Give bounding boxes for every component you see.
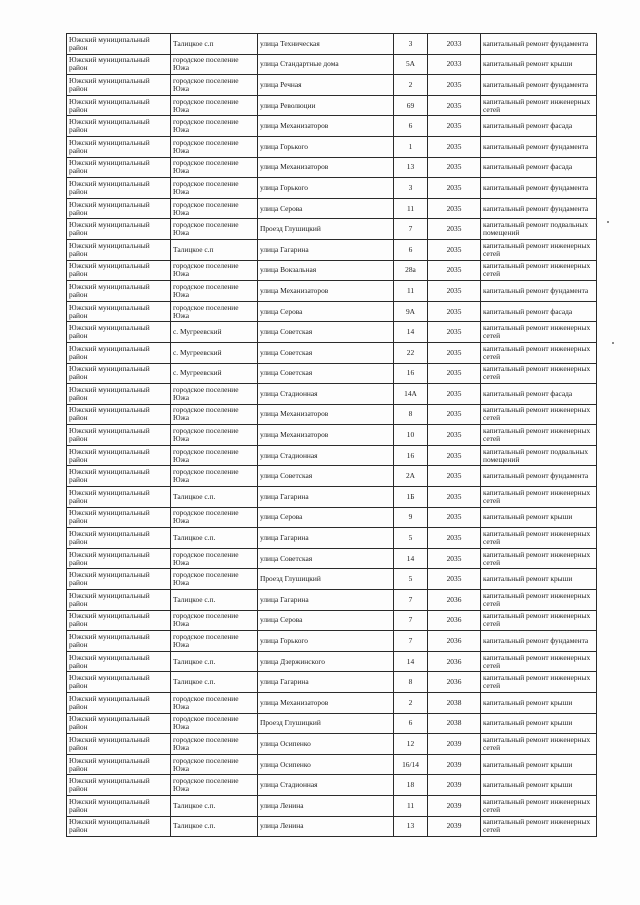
house-number-cell: 6: [394, 116, 428, 137]
work-type-cell: капитальный ремонт фундамента: [481, 198, 597, 219]
street-cell: улица Советская: [258, 322, 394, 343]
table-row: [67, 487, 597, 508]
year-cell: 2035: [428, 281, 481, 302]
street-cell: улица Гагарина: [258, 487, 394, 508]
street-cell: улица Осипенко: [258, 734, 394, 755]
work-type-cell: капитальный ремонт инженерных сетей: [481, 95, 597, 116]
scan-speck: [612, 342, 614, 344]
table-row: [67, 507, 597, 528]
work-type-cell: капитальный ремонт фундамента: [481, 178, 597, 199]
work-type-cell: капитальный ремонт фундамента: [481, 466, 597, 487]
house-number-cell: 5: [394, 569, 428, 590]
work-type-cell: капитальный ремонт фасада: [481, 157, 597, 178]
district-cell: Южский муниципальный район: [67, 54, 171, 75]
table-row: [67, 445, 597, 466]
street-cell: улица Гагарина: [258, 528, 394, 549]
settlement-cell: Талицкое с.п.: [171, 651, 258, 672]
house-number-cell: 6: [394, 713, 428, 734]
year-cell: 2035: [428, 322, 481, 343]
district-cell: Южский муниципальный район: [67, 384, 171, 405]
work-type-cell: капитальный ремонт инженерных сетей: [481, 590, 597, 611]
year-cell: 2038: [428, 693, 481, 714]
settlement-cell: Талицкое с.п.: [171, 672, 258, 693]
house-number-cell: 5: [394, 528, 428, 549]
settlement-cell: Талицкое с.п.: [171, 590, 258, 611]
district-cell: Южский муниципальный район: [67, 507, 171, 528]
street-cell: улица Механизаторов: [258, 425, 394, 446]
work-type-cell: капитальный ремонт фундамента: [481, 631, 597, 652]
house-number-cell: 16/14: [394, 754, 428, 775]
street-cell: улица Гагарина: [258, 590, 394, 611]
district-cell: Южский муниципальный район: [67, 95, 171, 116]
street-cell: улица Советская: [258, 342, 394, 363]
street-cell: улица Вокзальная: [258, 260, 394, 281]
table-row: [67, 610, 597, 631]
district-cell: Южский муниципальный район: [67, 775, 171, 796]
work-type-cell: капитальный ремонт фундамента: [481, 281, 597, 302]
table-row: [67, 569, 597, 590]
district-cell: Южский муниципальный район: [67, 342, 171, 363]
work-type-cell: капитальный ремонт инженерных сетей: [481, 528, 597, 549]
district-cell: Южский муниципальный район: [67, 136, 171, 157]
work-type-cell: капитальный ремонт инженерных сетей: [481, 322, 597, 343]
table-row: [67, 34, 597, 55]
district-cell: Южский муниципальный район: [67, 528, 171, 549]
settlement-cell: городское поселение Южа: [171, 569, 258, 590]
table-row: [67, 75, 597, 96]
table-row: [67, 713, 597, 734]
street-cell: улица Советская: [258, 548, 394, 569]
repair-schedule-table: [66, 33, 597, 837]
house-number-cell: 6: [394, 239, 428, 260]
house-number-cell: 7: [394, 631, 428, 652]
house-number-cell: 3: [394, 34, 428, 55]
table-row: [67, 136, 597, 157]
year-cell: 2036: [428, 590, 481, 611]
work-type-cell: капитальный ремонт инженерных сетей: [481, 610, 597, 631]
table-row: [67, 816, 597, 837]
district-cell: Южский муниципальный район: [67, 631, 171, 652]
house-number-cell: 8: [394, 404, 428, 425]
district-cell: Южский муниципальный район: [67, 301, 171, 322]
street-cell: улица Механизаторов: [258, 116, 394, 137]
street-cell: улица Серова: [258, 507, 394, 528]
district-cell: Южский муниципальный район: [67, 754, 171, 775]
settlement-cell: Талицкое с.п.: [171, 816, 258, 837]
year-cell: 2035: [428, 363, 481, 384]
street-cell: улица Ленина: [258, 816, 394, 837]
year-cell: 2033: [428, 34, 481, 55]
district-cell: Южский муниципальный район: [67, 425, 171, 446]
house-number-cell: 9А: [394, 301, 428, 322]
district-cell: Южский муниципальный район: [67, 734, 171, 755]
street-cell: улица Осипенко: [258, 754, 394, 775]
year-cell: 2035: [428, 445, 481, 466]
district-cell: Южский муниципальный район: [67, 445, 171, 466]
year-cell: 2035: [428, 219, 481, 240]
work-type-cell: капитальный ремонт фасада: [481, 384, 597, 405]
street-cell: улица Гагарина: [258, 239, 394, 260]
table-row: [67, 322, 597, 343]
year-cell: 2035: [428, 116, 481, 137]
year-cell: 2038: [428, 713, 481, 734]
year-cell: 2036: [428, 610, 481, 631]
year-cell: 2035: [428, 548, 481, 569]
house-number-cell: 7: [394, 219, 428, 240]
year-cell: 2039: [428, 795, 481, 816]
settlement-cell: городское поселение Южа: [171, 260, 258, 281]
table-row: [67, 116, 597, 137]
table-row: [67, 672, 597, 693]
street-cell: улица Механизаторов: [258, 157, 394, 178]
settlement-cell: городское поселение Южа: [171, 404, 258, 425]
work-type-cell: капитальный ремонт фундамента: [481, 34, 597, 55]
work-type-cell: капитальный ремонт инженерных сетей: [481, 363, 597, 384]
district-cell: Южский муниципальный район: [67, 116, 171, 137]
year-cell: 2039: [428, 754, 481, 775]
table-row: [67, 590, 597, 611]
settlement-cell: Талицкое с.п.: [171, 795, 258, 816]
street-cell: улица Дзержинского: [258, 651, 394, 672]
house-number-cell: 8: [394, 672, 428, 693]
table-row: [67, 54, 597, 75]
district-cell: Южский муниципальный район: [67, 363, 171, 384]
table-row: [67, 95, 597, 116]
work-type-cell: капитальный ремонт крыши: [481, 693, 597, 714]
house-number-cell: 10: [394, 425, 428, 446]
street-cell: улица Революции: [258, 95, 394, 116]
house-number-cell: 1Б: [394, 487, 428, 508]
settlement-cell: городское поселение Южа: [171, 384, 258, 405]
house-number-cell: 1: [394, 136, 428, 157]
table-row: [67, 342, 597, 363]
year-cell: 2035: [428, 507, 481, 528]
settlement-cell: городское поселение Южа: [171, 466, 258, 487]
settlement-cell: с. Мугреевский: [171, 363, 258, 384]
work-type-cell: капитальный ремонт инженерных сетей: [481, 404, 597, 425]
work-type-cell: капитальный ремонт инженерных сетей: [481, 795, 597, 816]
street-cell: улица Горького: [258, 178, 394, 199]
year-cell: 2035: [428, 178, 481, 199]
year-cell: 2035: [428, 487, 481, 508]
work-type-cell: капитальный ремонт инженерных сетей: [481, 816, 597, 837]
settlement-cell: городское поселение Южа: [171, 178, 258, 199]
settlement-cell: городское поселение Южа: [171, 775, 258, 796]
house-number-cell: 16: [394, 445, 428, 466]
settlement-cell: с. Мугреевский: [171, 342, 258, 363]
work-type-cell: капитальный ремонт фундамента: [481, 75, 597, 96]
year-cell: 2036: [428, 651, 481, 672]
street-cell: Проезд Глушицкий: [258, 713, 394, 734]
settlement-cell: Талицкое с.п.: [171, 528, 258, 549]
year-cell: 2033: [428, 54, 481, 75]
street-cell: улица Гагарина: [258, 672, 394, 693]
work-type-cell: капитальный ремонт инженерных сетей: [481, 239, 597, 260]
district-cell: Южский муниципальный район: [67, 672, 171, 693]
work-type-cell: капитальный ремонт инженерных сетей: [481, 487, 597, 508]
table-row: [67, 631, 597, 652]
year-cell: 2039: [428, 734, 481, 755]
settlement-cell: городское поселение Южа: [171, 507, 258, 528]
year-cell: 2035: [428, 404, 481, 425]
district-cell: Южский муниципальный район: [67, 260, 171, 281]
table-row: [67, 178, 597, 199]
district-cell: Южский муниципальный район: [67, 157, 171, 178]
settlement-cell: городское поселение Южа: [171, 445, 258, 466]
district-cell: Южский муниципальный район: [67, 239, 171, 260]
work-type-cell: капитальный ремонт крыши: [481, 713, 597, 734]
settlement-cell: Талицкое с.п: [171, 239, 258, 260]
house-number-cell: 7: [394, 610, 428, 631]
work-type-cell: капитальный ремонт инженерных сетей: [481, 548, 597, 569]
house-number-cell: 12: [394, 734, 428, 755]
year-cell: 2039: [428, 816, 481, 837]
year-cell: 2035: [428, 301, 481, 322]
year-cell: 2036: [428, 672, 481, 693]
year-cell: 2035: [428, 425, 481, 446]
district-cell: Южский муниципальный район: [67, 198, 171, 219]
street-cell: улица Техническая: [258, 34, 394, 55]
table-row: [67, 404, 597, 425]
house-number-cell: 11: [394, 281, 428, 302]
district-cell: Южский муниципальный район: [67, 651, 171, 672]
table-row: [67, 775, 597, 796]
work-type-cell: капитальный ремонт инженерных сетей: [481, 672, 597, 693]
year-cell: 2035: [428, 569, 481, 590]
year-cell: 2035: [428, 198, 481, 219]
year-cell: 2035: [428, 136, 481, 157]
district-cell: Южский муниципальный район: [67, 404, 171, 425]
table-row: [67, 157, 597, 178]
house-number-cell: 9: [394, 507, 428, 528]
table-row: [67, 693, 597, 714]
table-row: [67, 466, 597, 487]
year-cell: 2035: [428, 466, 481, 487]
table-row: [67, 425, 597, 446]
street-cell: улица Стадионная: [258, 775, 394, 796]
house-number-cell: 18: [394, 775, 428, 796]
street-cell: улица Механизаторов: [258, 404, 394, 425]
year-cell: 2035: [428, 342, 481, 363]
district-cell: Южский муниципальный район: [67, 219, 171, 240]
house-number-cell: 13: [394, 816, 428, 837]
street-cell: улица Механизаторов: [258, 693, 394, 714]
settlement-cell: городское поселение Южа: [171, 425, 258, 446]
district-cell: Южский муниципальный район: [67, 466, 171, 487]
year-cell: 2035: [428, 528, 481, 549]
house-number-cell: 11: [394, 795, 428, 816]
settlement-cell: городское поселение Южа: [171, 631, 258, 652]
street-cell: Проезд Глушицкий: [258, 219, 394, 240]
street-cell: улица Речная: [258, 75, 394, 96]
house-number-cell: 16: [394, 363, 428, 384]
work-type-cell: капитальный ремонт крыши: [481, 507, 597, 528]
settlement-cell: городское поселение Южа: [171, 75, 258, 96]
settlement-cell: городское поселение Южа: [171, 157, 258, 178]
street-cell: улица Советская: [258, 466, 394, 487]
work-type-cell: капитальный ремонт фасада: [481, 301, 597, 322]
district-cell: Южский муниципальный район: [67, 322, 171, 343]
house-number-cell: 3: [394, 178, 428, 199]
settlement-cell: городское поселение Южа: [171, 734, 258, 755]
settlement-cell: городское поселение Южа: [171, 610, 258, 631]
settlement-cell: городское поселение Южа: [171, 693, 258, 714]
district-cell: Южский муниципальный район: [67, 487, 171, 508]
table-row: [67, 198, 597, 219]
table-row: [67, 795, 597, 816]
settlement-cell: Талицкое с.п.: [171, 487, 258, 508]
house-number-cell: 2А: [394, 466, 428, 487]
settlement-cell: городское поселение Южа: [171, 219, 258, 240]
table-row: [67, 363, 597, 384]
street-cell: улица Механизаторов: [258, 281, 394, 302]
street-cell: улица Серова: [258, 610, 394, 631]
district-cell: Южский муниципальный район: [67, 816, 171, 837]
district-cell: Южский муниципальный район: [67, 178, 171, 199]
work-type-cell: капитальный ремонт крыши: [481, 569, 597, 590]
settlement-cell: городское поселение Южа: [171, 95, 258, 116]
work-type-cell: капитальный ремонт инженерных сетей: [481, 425, 597, 446]
house-number-cell: 22: [394, 342, 428, 363]
year-cell: 2035: [428, 384, 481, 405]
settlement-cell: Талицкое с.п: [171, 34, 258, 55]
house-number-cell: 14: [394, 322, 428, 343]
table-body: [67, 34, 597, 837]
district-cell: Южский муниципальный район: [67, 569, 171, 590]
district-cell: Южский муниципальный район: [67, 590, 171, 611]
district-cell: Южский муниципальный район: [67, 610, 171, 631]
street-cell: улица Стадионная: [258, 384, 394, 405]
work-type-cell: капитальный ремонт фасада: [481, 116, 597, 137]
street-cell: улица Стандартные дома: [258, 54, 394, 75]
table-row: [67, 754, 597, 775]
settlement-cell: городское поселение Южа: [171, 713, 258, 734]
house-number-cell: 14: [394, 548, 428, 569]
table-row: [67, 281, 597, 302]
year-cell: 2036: [428, 631, 481, 652]
house-number-cell: 28а: [394, 260, 428, 281]
year-cell: 2035: [428, 95, 481, 116]
street-cell: улица Горького: [258, 631, 394, 652]
table-row: [67, 260, 597, 281]
table-row: [67, 528, 597, 549]
house-number-cell: 5А: [394, 54, 428, 75]
settlement-cell: городское поселение Южа: [171, 116, 258, 137]
table-row: [67, 239, 597, 260]
house-number-cell: 13: [394, 157, 428, 178]
street-cell: улица Горького: [258, 136, 394, 157]
settlement-cell: городское поселение Южа: [171, 754, 258, 775]
street-cell: улица Ленина: [258, 795, 394, 816]
work-type-cell: капитальный ремонт фундамента: [481, 136, 597, 157]
work-type-cell: капитальный ремонт крыши: [481, 54, 597, 75]
settlement-cell: городское поселение Южа: [171, 54, 258, 75]
district-cell: Южский муниципальный район: [67, 34, 171, 55]
scan-speck: [607, 221, 609, 223]
street-cell: улица Стадионная: [258, 445, 394, 466]
table-row: [67, 384, 597, 405]
district-cell: Южский муниципальный район: [67, 281, 171, 302]
table-row: [67, 548, 597, 569]
house-number-cell: 69: [394, 95, 428, 116]
work-type-cell: капитальный ремонт подвальных помещений: [481, 219, 597, 240]
house-number-cell: 14А: [394, 384, 428, 405]
table-row: [67, 301, 597, 322]
district-cell: Южский муниципальный район: [67, 693, 171, 714]
work-type-cell: капитальный ремонт подвальных помещений: [481, 445, 597, 466]
street-cell: улица Серова: [258, 301, 394, 322]
year-cell: 2035: [428, 239, 481, 260]
settlement-cell: городское поселение Южа: [171, 136, 258, 157]
settlement-cell: с. Мугреевский: [171, 322, 258, 343]
street-cell: улица Серова: [258, 198, 394, 219]
work-type-cell: капитальный ремонт инженерных сетей: [481, 342, 597, 363]
year-cell: 2035: [428, 157, 481, 178]
settlement-cell: городское поселение Южа: [171, 301, 258, 322]
street-cell: Проезд Глушицкий: [258, 569, 394, 590]
house-number-cell: 11: [394, 198, 428, 219]
work-type-cell: капитальный ремонт крыши: [481, 775, 597, 796]
district-cell: Южский муниципальный район: [67, 548, 171, 569]
district-cell: Южский муниципальный район: [67, 75, 171, 96]
district-cell: Южский муниципальный район: [67, 795, 171, 816]
table-row: [67, 734, 597, 755]
house-number-cell: 2: [394, 693, 428, 714]
year-cell: 2039: [428, 775, 481, 796]
work-type-cell: капитальный ремонт инженерных сетей: [481, 734, 597, 755]
work-type-cell: капитальный ремонт инженерных сетей: [481, 651, 597, 672]
table-row: [67, 651, 597, 672]
street-cell: улица Советская: [258, 363, 394, 384]
work-type-cell: капитальный ремонт крыши: [481, 754, 597, 775]
work-type-cell: капитальный ремонт инженерных сетей: [481, 260, 597, 281]
house-number-cell: 2: [394, 75, 428, 96]
year-cell: 2035: [428, 75, 481, 96]
year-cell: 2035: [428, 260, 481, 281]
table-row: [67, 219, 597, 240]
district-cell: Южский муниципальный район: [67, 713, 171, 734]
settlement-cell: городское поселение Южа: [171, 281, 258, 302]
settlement-cell: городское поселение Южа: [171, 198, 258, 219]
settlement-cell: городское поселение Южа: [171, 548, 258, 569]
house-number-cell: 7: [394, 590, 428, 611]
house-number-cell: 14: [394, 651, 428, 672]
